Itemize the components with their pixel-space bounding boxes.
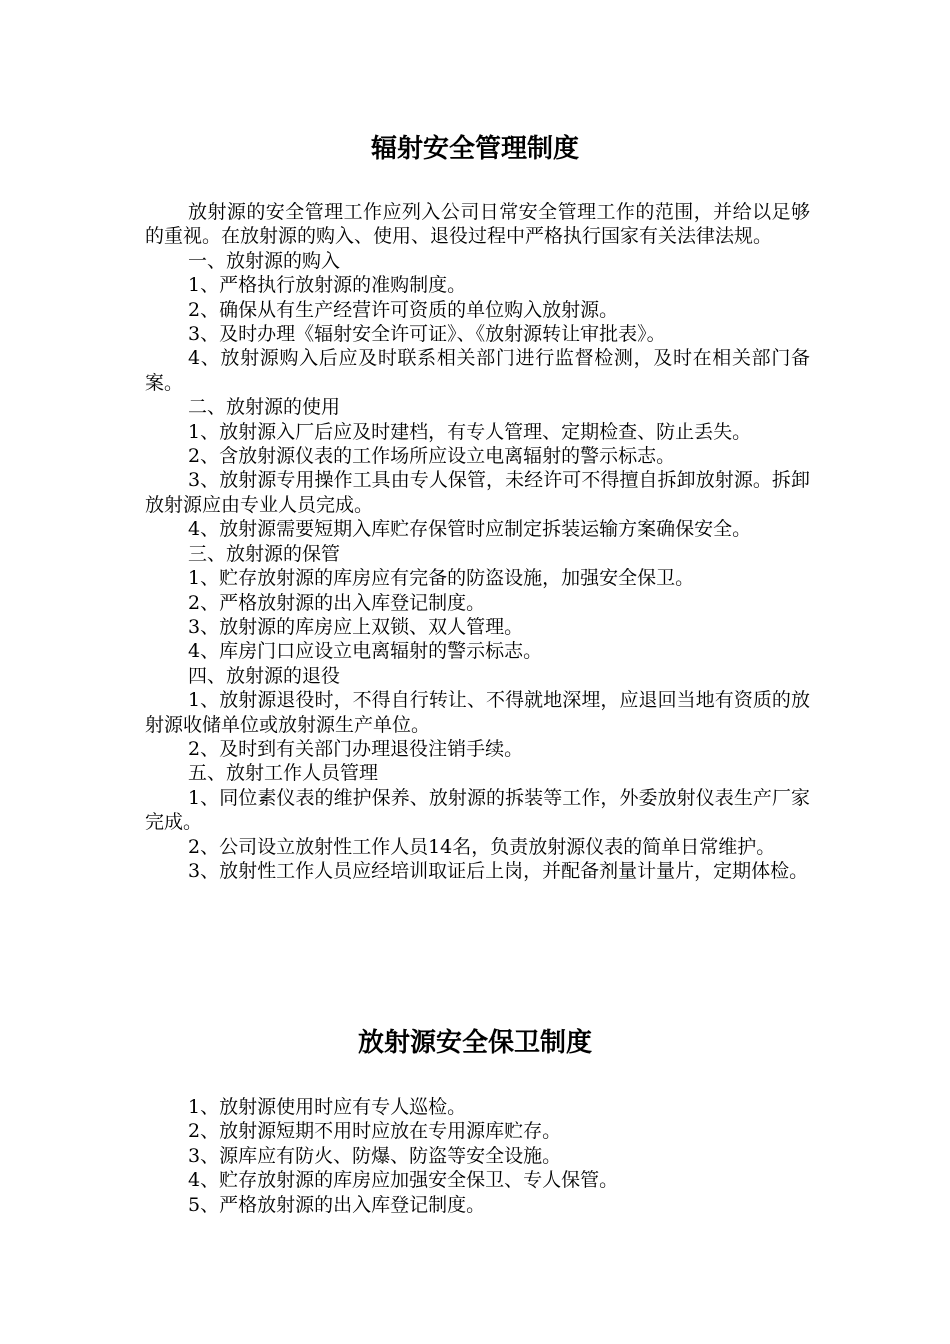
list-item: 1、同位素仪表的维护保养、放射源的拆装等工作，外委放射仪表生产厂家完成。	[145, 786, 810, 834]
section-heading: 三、放射源的保管	[188, 542, 341, 565]
intro-paragraph: 放射源的安全管理工作应列入公司日常安全管理工作的范围，并给以足够的重视。在放射源的购入、使用、退役过程中严格执行国家有关法律法规。	[145, 201, 810, 248]
list-item: 2、及时到有关部门办理退役注销手续。	[188, 737, 524, 760]
list-item: 2、放射源短期不用时应放在专用源库贮存。	[188, 1120, 562, 1143]
list-item: 2、含放射源仪表的工作场所应设立电离辐射的警示标志。	[188, 445, 676, 468]
list-item: 1、放射源退役时，不得自行转让、不得就地深埋，应退回当地有资质的放射源收储单位或放射源生产单位。	[145, 689, 810, 736]
list-item: 2、确保从有生产经营许可资质的单位购入放射源。	[188, 298, 619, 321]
list-item: 3、放射源的库房应上双锁、双人管理。	[188, 615, 524, 638]
section-heading: 四、放射源的退役	[188, 664, 341, 687]
list-item: 1、严格执行放射源的准购制度。	[188, 274, 467, 297]
safety-management-body	[145, 200, 810, 883]
list-item: 4、放射源需要短期入库贮存保管时应制定拆装运输方案确保安全。	[188, 518, 752, 541]
section-heading: 一、放射源的购入	[188, 249, 341, 272]
list-item: 2、严格放射源的出入库登记制度。	[188, 591, 486, 614]
security-body	[145, 1095, 810, 1217]
list-item: 4、库房门口应设立电离辐射的警示标志。	[188, 640, 543, 663]
list-item: 1、放射源使用时应有专人巡检。	[188, 1096, 467, 1118]
list-item: 2、公司设立放射性工作人员14名，负责放射源仪表的简单日常维护。	[188, 835, 776, 858]
list-item: 4、贮存放射源的库房应加强安全保卫、专人保管。	[188, 1169, 619, 1192]
document-subtitle: 放射源安全保卫制度	[357, 1028, 592, 1058]
list-item: 1、贮存放射源的库房应有完备的防盗设施，加强安全保卫。	[188, 567, 695, 590]
list-item: 3、放射性工作人员应经培训取证后上岗，并配备剂量计量片，定期体检。	[188, 859, 809, 882]
list-item: 3、及时办理《辐射安全许可证》、《放射源转让审批表》。	[188, 323, 666, 346]
list-item: 3、源库应有防火、防爆、防盗等安全设施。	[188, 1144, 562, 1167]
list-item: 5、严格放射源的出入库登记制度。	[188, 1193, 486, 1216]
document-title: 辐射安全管理制度	[370, 134, 579, 164]
section-heading: 五、放射工作人员管理	[188, 762, 379, 785]
list-item: 1、放射源入厂后应及时建档，有专人管理、定期检查、防止丢失。	[188, 420, 752, 443]
list-item: 3、放射源专用操作工具由专人保管，未经许可不得擅自拆卸放射源。拆卸放射源应由专业人员完成。	[145, 469, 810, 516]
section-heading: 二、放射源的使用	[188, 396, 341, 419]
list-item: 4、放射源购入后应及时联系相关部门进行监督检测，及时在相关部门备案。	[145, 347, 810, 394]
